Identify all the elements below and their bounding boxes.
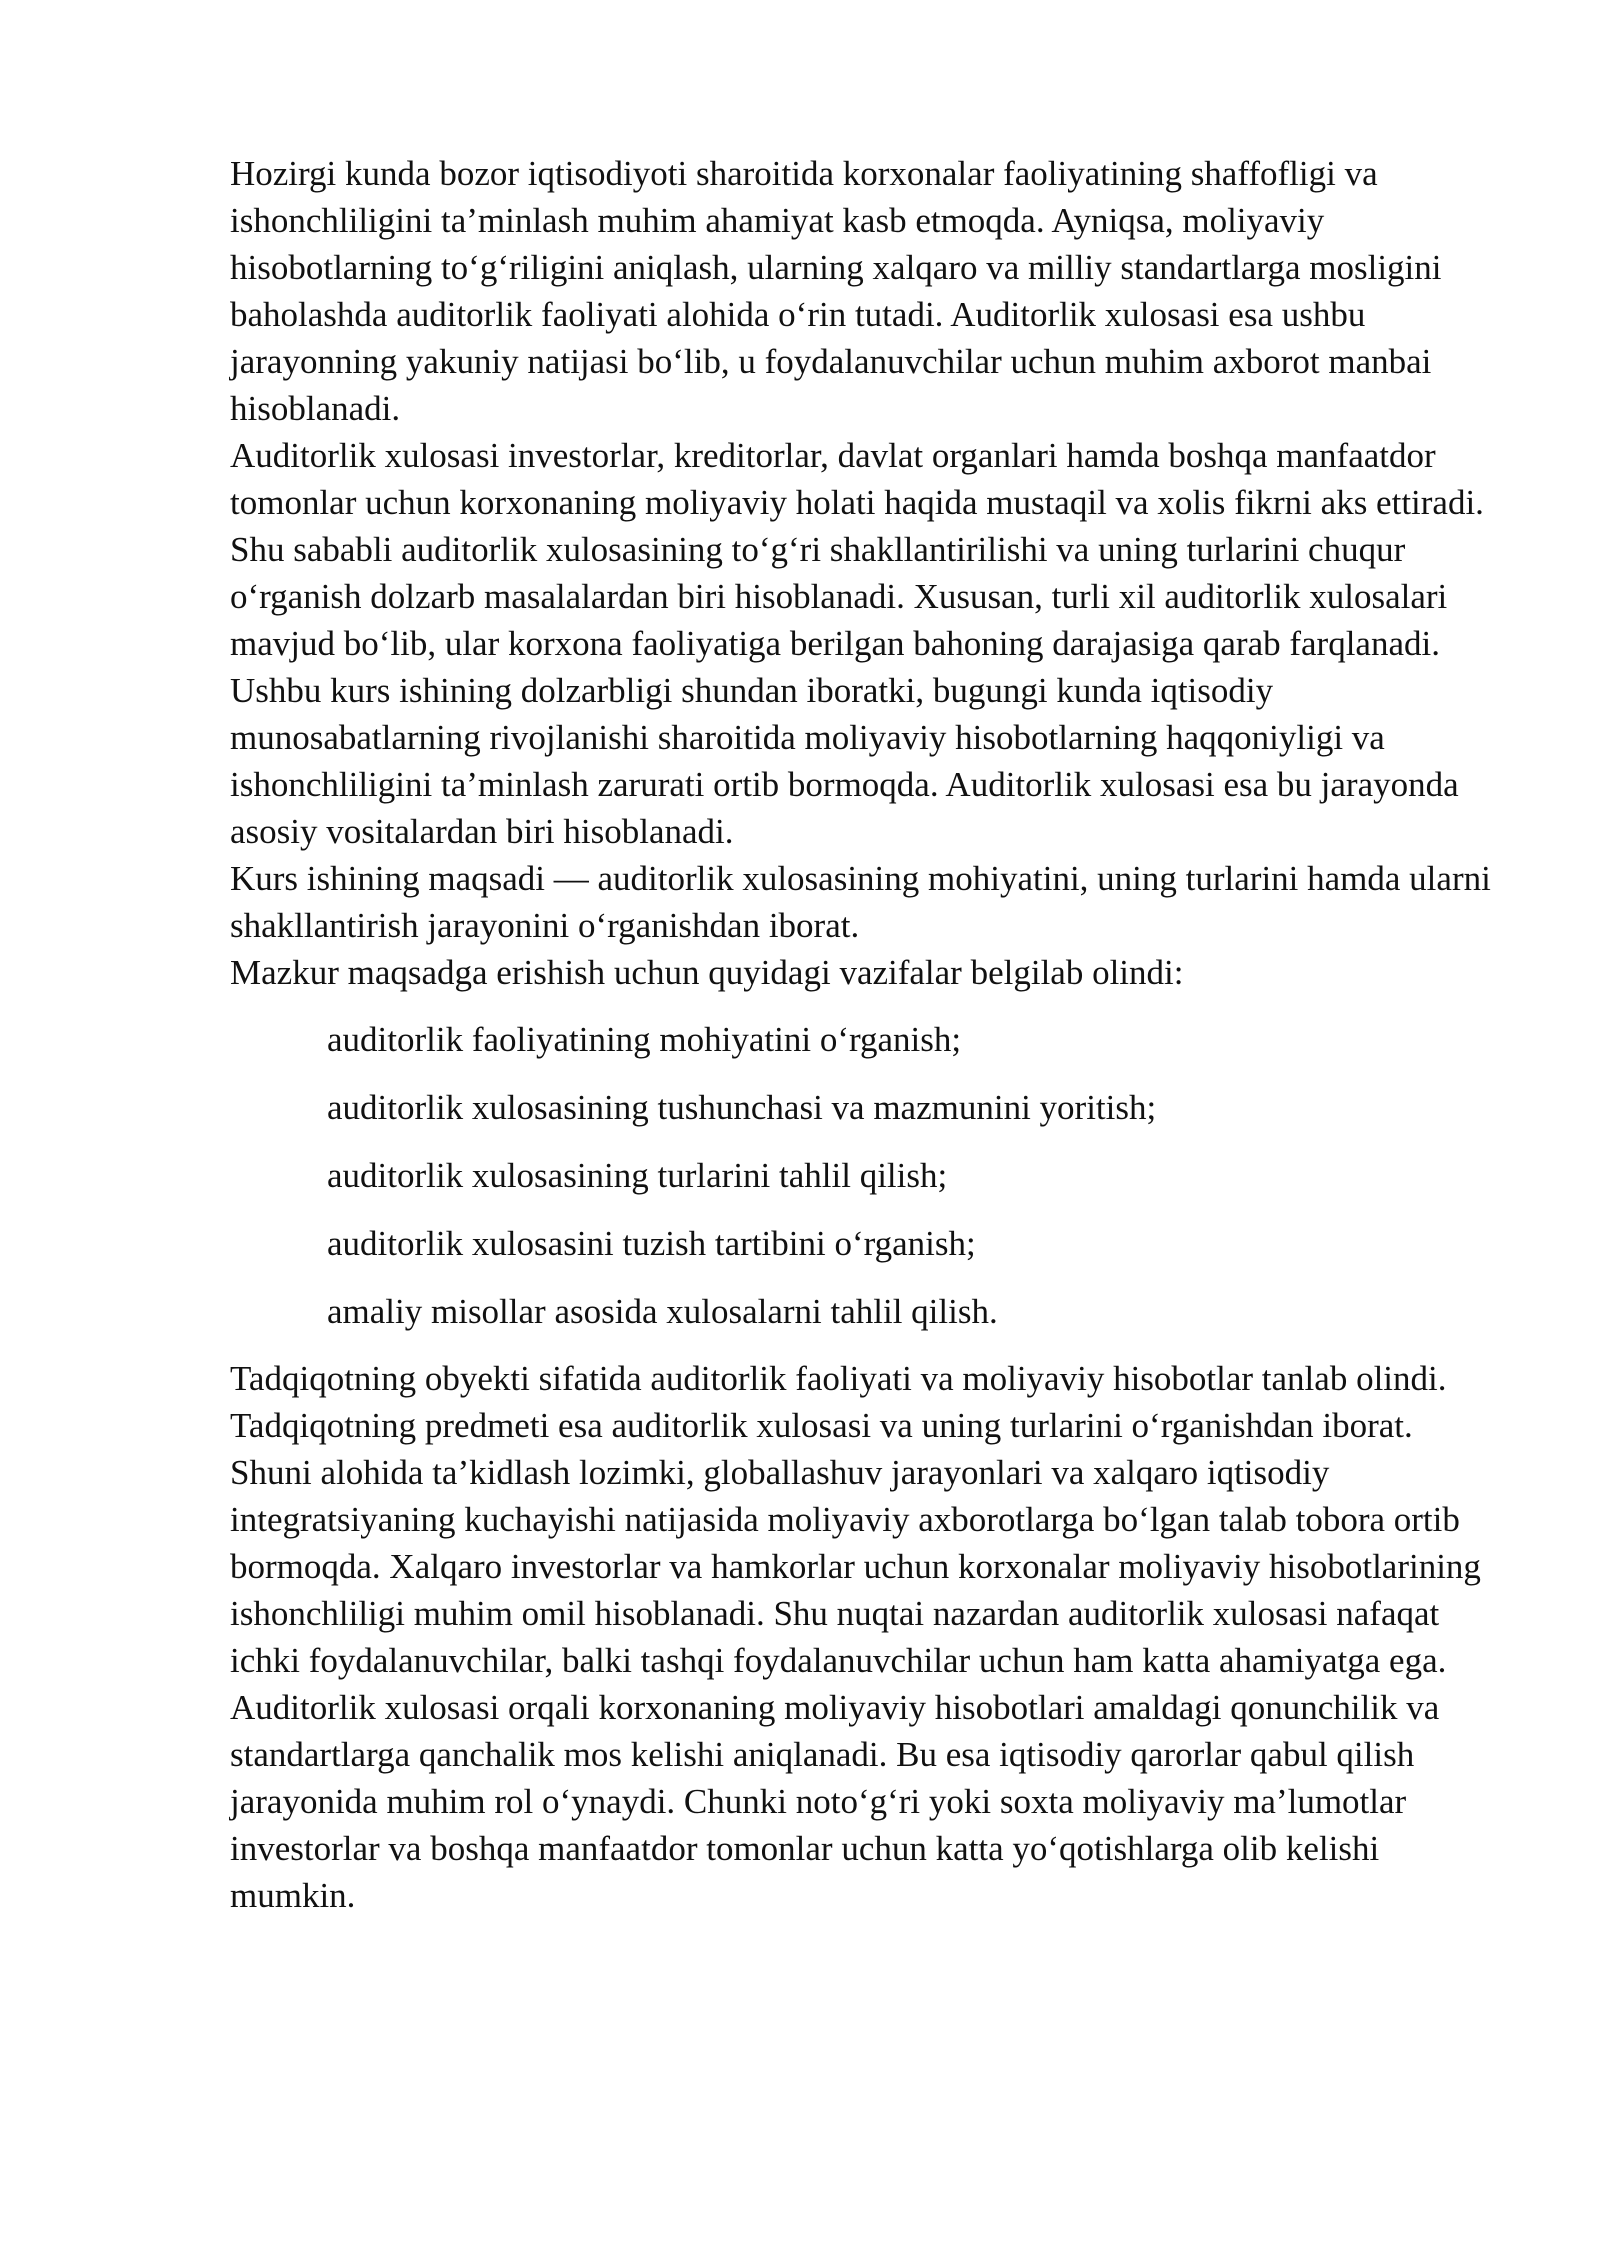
paragraph-object: Tadqiqotning obyekti sifatida auditorlik faoliyati va moliyaviy hisobotlar tanlab olindi.: [230, 1359, 1447, 1398]
task-item-3: auditorlik xulosasining turlarini tahlil qilish;: [327, 1156, 948, 1195]
paragraph-globalization: Shuni alohida ta’kidlash lozimki, globallashuv jarayonlari va xalqaro iqtisodiy integratsiyaning kuchayishi natijasida moliyaviy axborotlarga bo‘lgan talab tobora ortib bormoqda. Xalqaro investorlar va hamkorlar uchun korxonalar moliyaviy hisobotlarining ishonchliligi muhim omil hisoblanadi. Shu nuqtai nazardan auditorlik xulosasi nafaqat ichki foydalanuvchilar, balki tashqi foydalanuvchilar uchun ham katta ahamiyatga ega.: [230, 1453, 1481, 1680]
paragraph-intro-1: Hozirgi kunda bozor iqtisodiyoti sharoitida korxonalar faoliyatining shaffofligi va ishonchliligini ta’minlash muhim ahamiyat kasb etmoqda. Ayniqsa, moliyaviy hisobotlarning to‘g‘riligini aniqlash, ularning xalqaro va milliy standartlarga mosligini baholashda auditorlik faoliyati alohida o‘rin tutadi. Auditorlik xulosasi esa ushbu jarayonning yakuniy natijasi bo‘lib, u foydalanuvchilar uchun muhim axborot manbai hisoblanadi.: [230, 154, 1442, 428]
paragraph-intro-2: Auditorlik xulosasi investorlar, kreditorlar, davlat organlari hamda boshqa manfaatdor tomonlar uchun korxonaning moliyaviy holati haqida mustaqil va xolis fikrni aks ettiradi. Shu sababli auditorlik xulosasining to‘g‘ri shakllantirilishi va uning turlarini chuqur o‘rganish dolzarb masalalardan biri hisoblanadi. Xususan, turli xil auditorlik xulosalari mavjud bo‘lib, ular korxona faoliyatiga berilgan bahoning darajasiga qarab farqlanadi.: [230, 436, 1484, 663]
task-list: [230, 1016, 1500, 1335]
paragraph-relevance: Ushbu kurs ishining dolzarbligi shundan iboratki, bugungi kunda iqtisodiy munosabatlarning rivojlanishi sharoitida moliyaviy hisobotlarning haqqoniyligi va ishonchliligini ta’minlash zarurati ortib bormoqda. Auditorlik xulosasi esa bu jarayonda asosiy vositalardan biri hisoblanadi.: [230, 671, 1459, 851]
paragraph-goal: Kurs ishining maqsadi — auditorlik xulosasining mohiyatini, uning turlarini hamda ularni shakllantirish jarayonini o‘rganishdan iborat.: [230, 859, 1491, 945]
paragraph-tasks-intro: Mazkur maqsadga erishish uchun quyidagi vazifalar belgilab olindi:: [230, 953, 1184, 992]
paragraph-subject: Tadqiqotning predmeti esa auditorlik xulosasi va uning turlarini o‘rganishdan iborat.: [230, 1406, 1413, 1445]
task-item-4: auditorlik xulosasini tuzish tartibini o‘rganish;: [327, 1224, 976, 1263]
task-item-5: amaliy misollar asosida xulosalarni tahlil qilish.: [327, 1292, 998, 1331]
paragraph-conclusion: Auditorlik xulosasi orqali korxonaning moliyaviy hisobotlari amaldagi qonunchilik va standartlarga qanchalik mos kelishi aniqlanadi. Bu esa iqtisodiy qarorlar qabul qilish jarayonida muhim rol o‘ynaydi. Chunki noto‘g‘ri yoki soxta moliyaviy ma’lumotlar investorlar va boshqa manfaatdor tomonlar uchun katta yo‘qotishlarga olib kelishi mumkin.: [230, 1688, 1440, 1915]
document-body: [230, 150, 1500, 1919]
task-item-2: auditorlik xulosasining tushunchasi va mazmunini yoritish;: [327, 1088, 1157, 1127]
task-item-1: auditorlik faoliyatining mohiyatini o‘rganish;: [327, 1020, 962, 1059]
